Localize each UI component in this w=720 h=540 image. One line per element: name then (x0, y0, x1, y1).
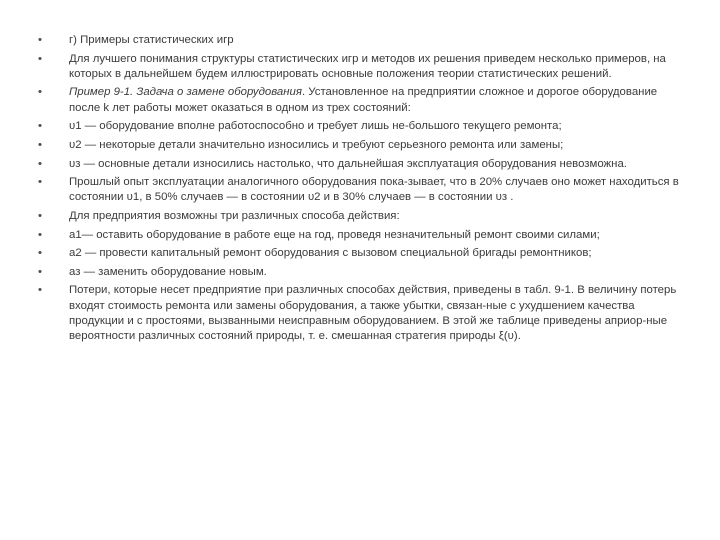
bullet-icon: • (38, 138, 42, 151)
list-item (38, 265, 688, 280)
bullet-icon: • (38, 284, 42, 297)
bullet-icon: • (38, 228, 42, 241)
list-item (38, 52, 688, 83)
list-item-text: Прошлый опыт эксплуатации аналогичного оборудования пока-зывает, что в 20% случаев оно может находиться в состоянии υ1, в 50% случаев — в состоянии υ2 и в 30% случаев — в состоянии υз . (69, 176, 679, 204)
list-item (38, 228, 688, 243)
list-item (38, 246, 688, 261)
list-item (38, 119, 688, 134)
bullet-icon: • (38, 210, 42, 223)
list-item (38, 157, 688, 172)
list-item-text: г) Примеры статистических игр (69, 34, 234, 46)
list-item (38, 85, 688, 116)
bullet-icon: • (38, 265, 42, 278)
list-item-text: а1— оставить оборудование в работе еще на год, проведя незначительный ремонт своими силами; (69, 228, 600, 241)
list-item (38, 209, 688, 224)
list-item-text: υ1 — оборудование вполне работоспособно и требует лишь не-большого текущего ремонта; (69, 120, 562, 133)
list-item-text: υ2 — некоторые детали значительно износились и требуют серьезного ремонта или замены; (69, 138, 564, 151)
list-item (38, 175, 688, 206)
list-item-text (69, 85, 688, 116)
bullet-icon: • (38, 247, 42, 260)
list-item-text: а2 — провести капитальный ремонт оборудования с вызовом специальной бригады ремонтников; (69, 247, 592, 260)
list-item-text: υз — основные детали износились настолько, что дальнейшая эксплуатация оборудования невозможна. (69, 157, 627, 170)
bullet-icon: • (38, 157, 42, 170)
bullet-icon: • (38, 86, 42, 99)
example-description: . Установленное на предприятии сложное и дорогое оборудование после k лет работы может оказаться в одном из трех состояний: (69, 86, 658, 114)
bullet-icon: • (38, 52, 42, 65)
list-item (38, 33, 688, 48)
bullet-icon: • (38, 34, 42, 46)
list-item-text: Потери, которые несет предприятие при различных способах действия, приведены в табл. 9-1. В величину потерь входят стоимость ремонта или замены оборудования, а также убытки, связан-ные с ухудшением качества продукции и с простоями, вызванными неисправным оборудованием. В этой же таблице приведены априор-ные вероятности различных состояний природы, т. е. смешанная стратегия природы ξ(υ). (69, 284, 677, 343)
list-item-text: аз — заменить оборудование новым. (69, 265, 267, 278)
list-item-text: Для предприятия возможны три различных способа действия: (69, 210, 400, 223)
bullet-list (38, 33, 688, 348)
bullet-icon: • (38, 120, 42, 133)
example-title: Пример 9-1. Задача о замене оборудования (69, 86, 302, 99)
list-item (38, 138, 688, 153)
bullet-icon: • (38, 176, 42, 189)
list-item-text: Для лучшего понимания структуры статистических игр и методов их решения приведем несколько примеров, на которых в дальнейшем будем иллюстрировать основные положения теории статистических решений. (69, 52, 666, 80)
list-item (38, 283, 688, 344)
